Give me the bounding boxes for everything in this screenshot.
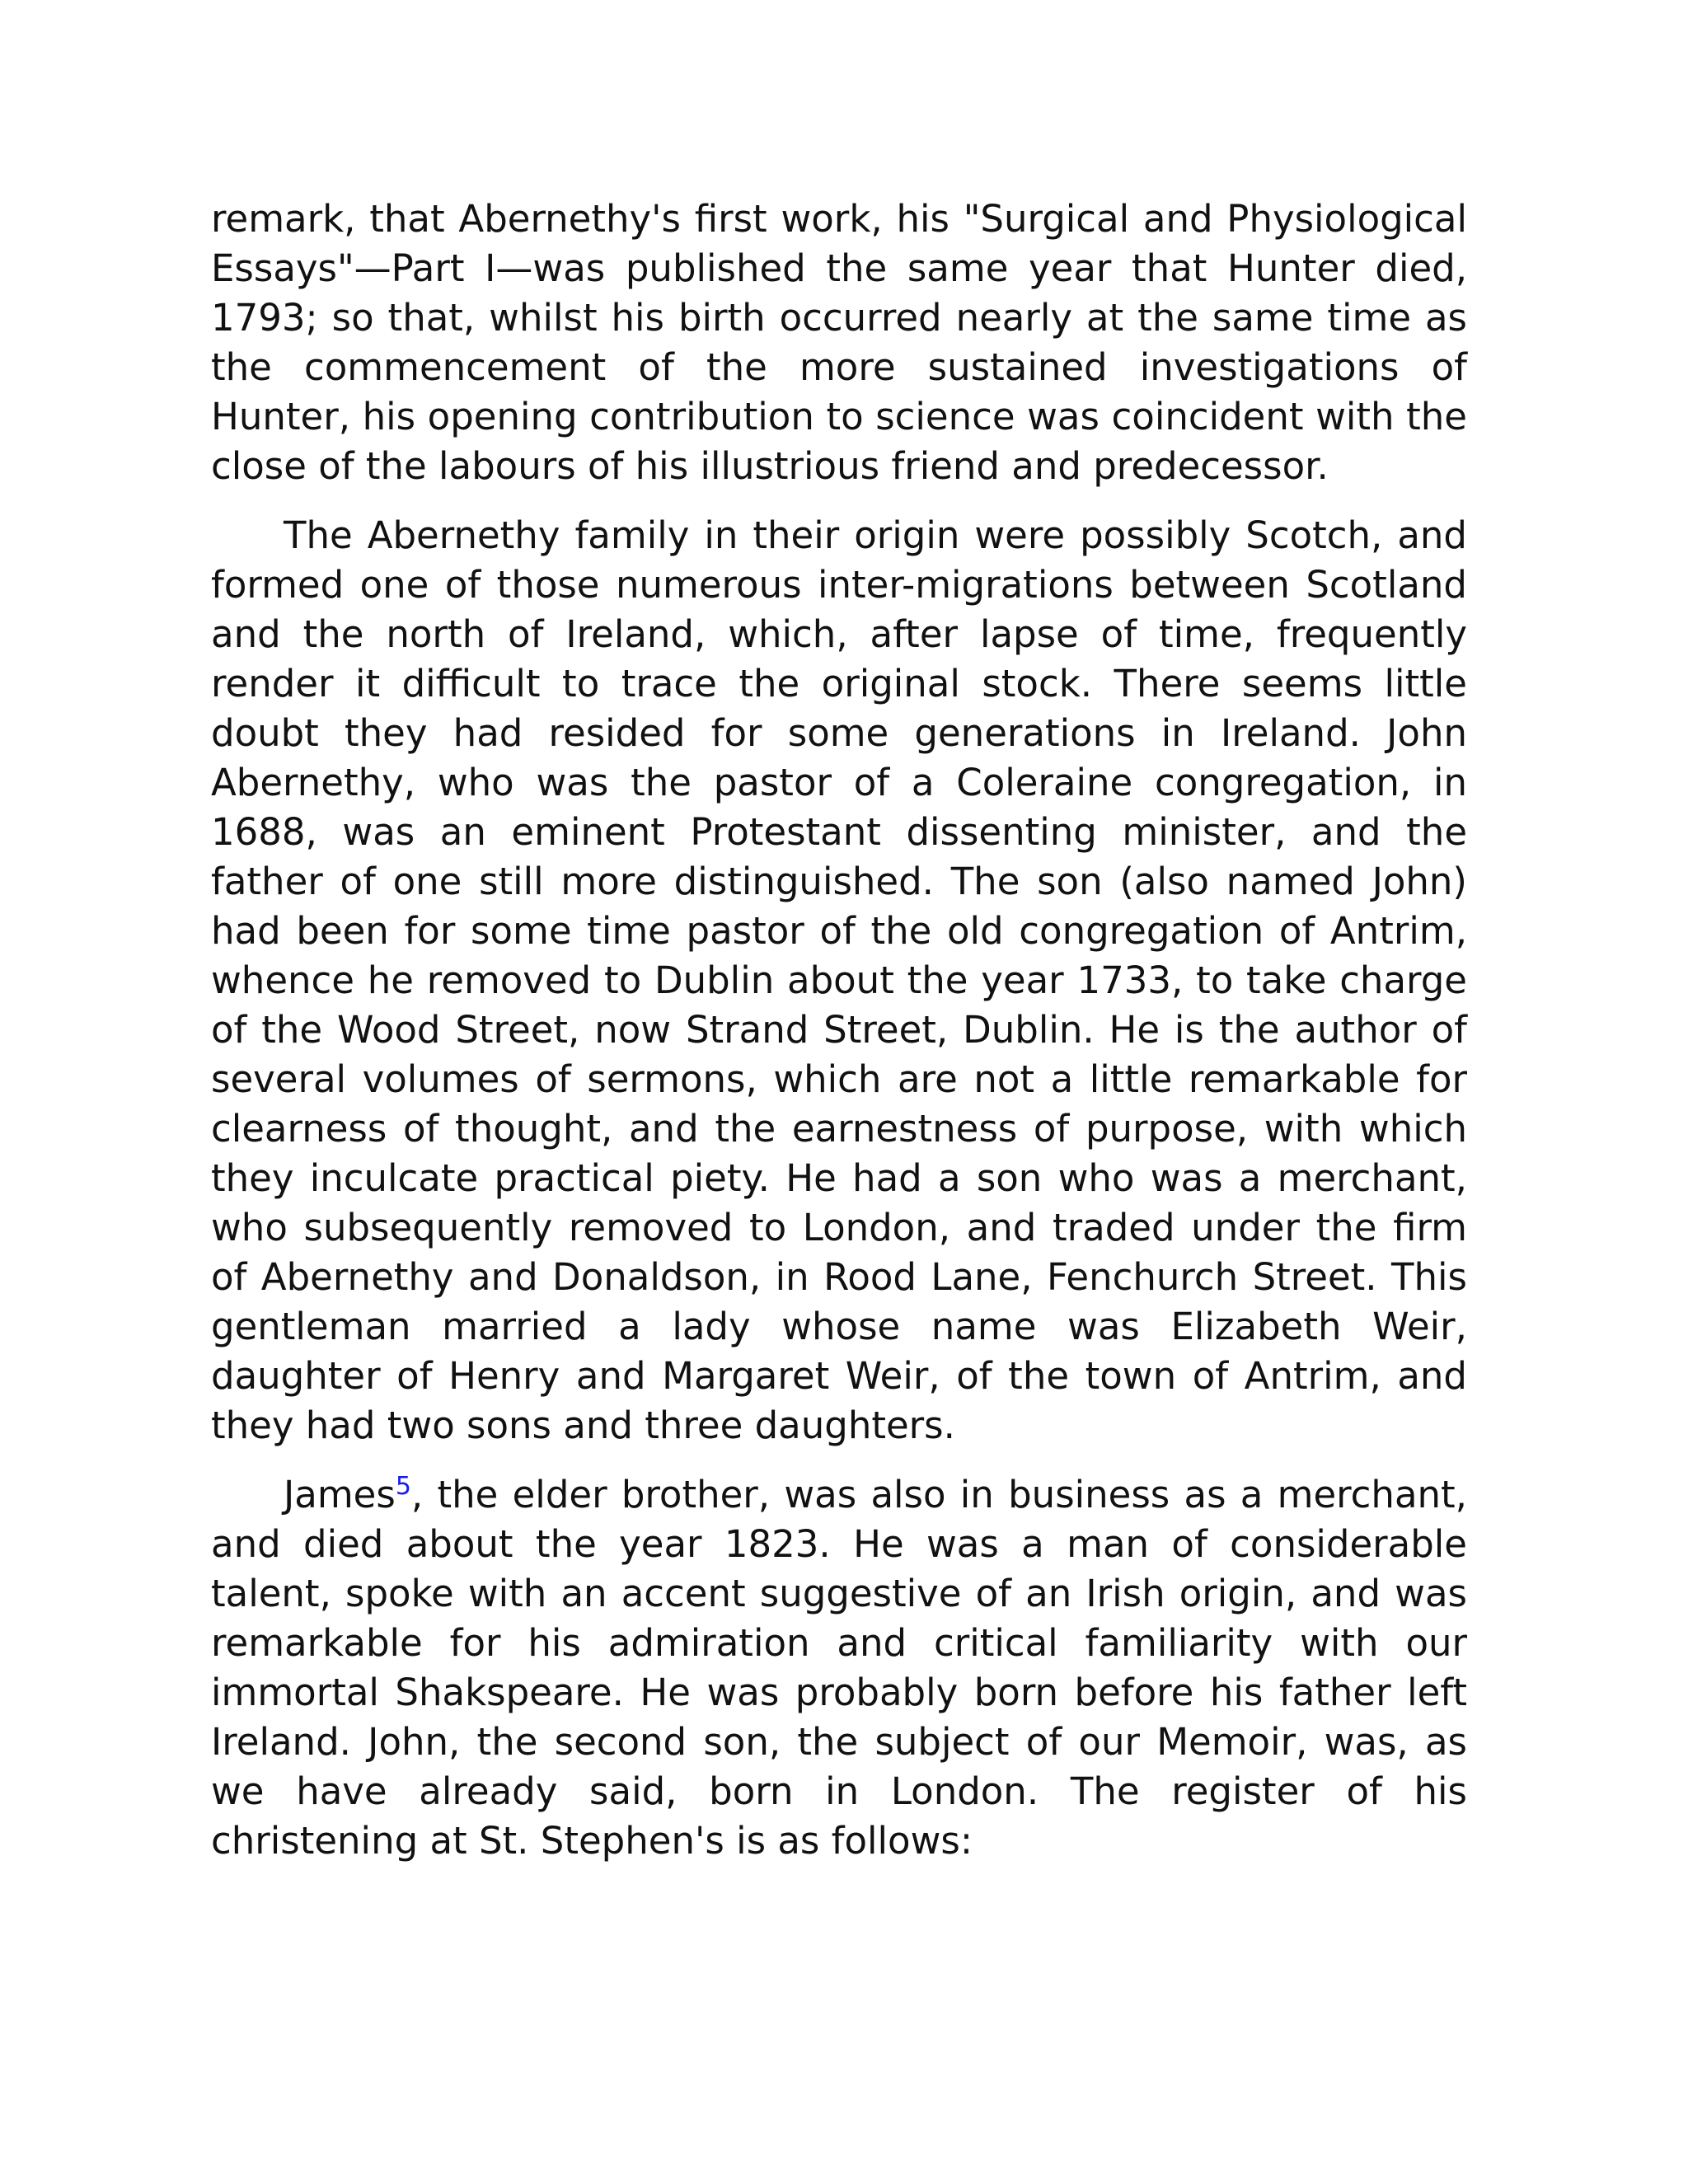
paragraph-james — [211, 1470, 1467, 1866]
document-page — [211, 194, 1467, 1866]
paragraph-james-rest: , the elder brother, was also in business as a merchant, and died about the year 1823. He was a man of considerable talent, spoke with an accent suggestive of an Irish origin, and was remarkable for his admiration and critical familiarity with our immortal Shakspeare. He was probably born before his father left Ireland. John, the second son, the subject of our Memoir, was, as we have already said, born in London. The register of his christening at St. Stephen's is as follows: — [211, 1473, 1467, 1863]
paragraph-continuation: remark, that Abernethy's first work, his "Surgical and Physiological Essays"—Part I—was published the same year that Hunter died, 1793; so that, whilst his birth occurred nearly at the same time as the commencement of the more sustained investigations of Hunter, his opening contribution to science was coincident with the close of the labours of his illustrious friend and predecessor. — [211, 197, 1467, 488]
footnote-link-5[interactable]: 5 — [395, 1472, 411, 1501]
paragraph-james-start: James — [284, 1473, 396, 1516]
paragraph-abernethy-family: The Abernethy family in their origin were possibly Scotch, and formed one of those numerous inter-migrations between Scotland and the north of Ireland, which, after lapse of time, frequently render it difficult to trace the original stock. There seems little doubt they had resided for some generations in Ireland. John Abernethy, who was the pastor of a Coleraine congregation, in 1688, was an eminent Protestant dissenting minister, and the father of one still more distinguished. The son (also named John) had been for some time pastor of the old congregation of Antrim, whence he removed to Dublin about the year 1733, to take charge of the Wood Street, now Strand Street, Dublin. He is the author of several volumes of sermons, which are not a little remarkable for clearness of thought, and the earnestness of purpose, with which they inculcate practical piety. He had a son who was a merchant, who subsequently removed to London, and traded under the firm of Abernethy and Donaldson, in Rood Lane, Fenchurch Street. This gentleman married a lady whose name was Elizabeth Weir, daughter of Henry and Margaret Weir, of the town of Antrim, and they had two sons and three daughters. — [211, 513, 1467, 1447]
